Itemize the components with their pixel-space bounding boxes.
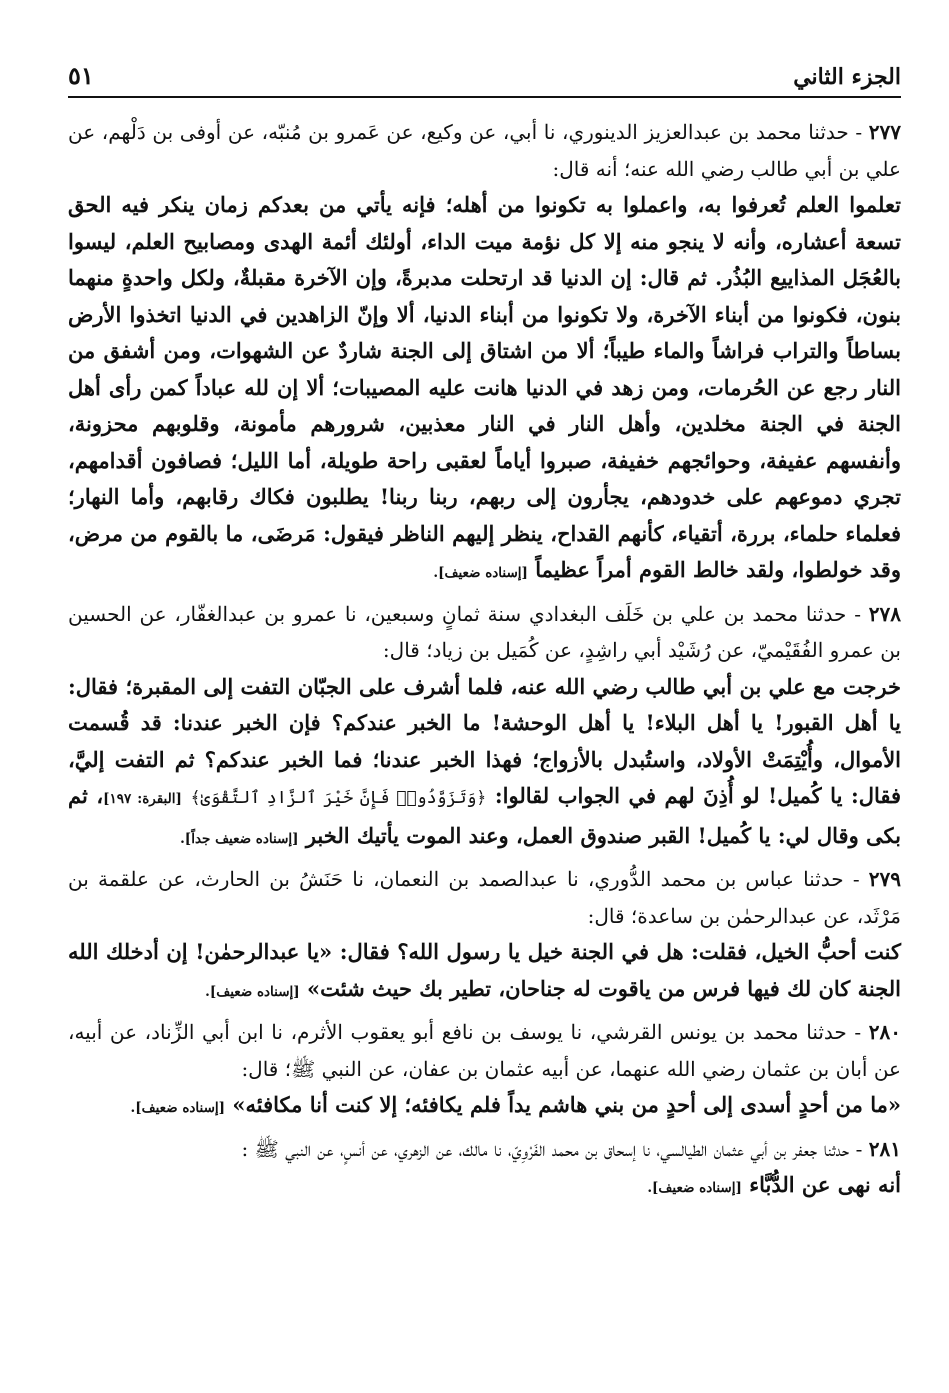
- matn-text: أنه نهى عن الدُّبَّاء: [749, 1172, 901, 1197]
- hadith-isnad: ٢٧٧ - حدثنا محمد بن عبدالعزيز الدينوري، نا أبي، عن وكيع، عن عَمرو بن مُنبّه، عن أوفى بن دَلْهم، عن علي بن أبي طالب رضي الله عنه؛ أنه قال:: [68, 120, 901, 181]
- grade-note: [إسناده ضعيف].: [433, 565, 528, 581]
- page-number: ٥١: [68, 61, 94, 90]
- grade-note: [إسناده ضعيف].: [130, 1100, 226, 1116]
- hadith-278: [68, 596, 901, 858]
- matn-text: خرجت مع علي بن أبي طالب رضي الله عنه، فلما أشرف على الجبّان التفت إلى المقبرة؛ فقال: يا أهل القبور! يا أهل البلاء! يا أهل الوحشة! ما الخبر عندكم؟ فإن الخبر عندنا: قد قُسمت الأموال، وأُيْتِمَتْ الأولاد، واستُبدل بالأزواج؛ فهذا الخبر عندنا؛ فما الخبر عندكم؟ ثم التفت إليَّ، فقال: يا كُميل! لو أُذِنَ لهم في الجواب لقالوا:: [68, 673, 902, 808]
- hadith-280: [68, 1014, 901, 1127]
- hadith-matn: [68, 1167, 901, 1207]
- grade-note: [إسناده ضعيف جداً].: [180, 830, 299, 847]
- running-title: الجزء الثاني: [793, 64, 901, 90]
- isnad-text: حدثنا عباس بن محمد الدُّوري، نا عبدالصمد بن النعمان، نا حَنَشُ بن الحارث، عن علقمة بن مَرْثَد، عن عبدالرحمٰن بن ساعدة؛ قال:: [68, 867, 901, 928]
- hadith-isnad: ٢٧٨ - حدثنا محمد بن علي بن خَلَف البغدادي سنة ثمانٍ وسبعين، نا عمرو بن عبدالغفّار، عن الحسين بن عمرو الفُقَيْميّ، عن رُشَيْد أبي راشِدٍ، عن كُمَيل بن زياد؛ قال:: [68, 601, 901, 662]
- hadith-number: ٢٨٠: [868, 1020, 901, 1044]
- hadith-isnad: ٢٨٠ - حدثنا محمد بن يونس القرشي، نا يوسف بن نافع أبو يعقوب الأثرم، نا ابن أبي الزِّناد، عن أبيه، عن أبان بن عثمان رضي الله عنهما، عن أبيه عثمان بن عفان، عن النبي ﷺ؛ قال:: [68, 1020, 901, 1081]
- hadith-number: ٢٨١: [868, 1136, 901, 1161]
- grade-note: [إسناده ضعيف].: [205, 983, 300, 1000]
- isnad-text: حدثنا محمد بن عبدالعزيز الدينوري، نا أبي، عن وكيع، عن عَمرو بن مُنبّه، عن أوفى بن دَلْهم، عن علي بن أبي طالب رضي الله عنه؛ أنه قال:: [68, 120, 901, 181]
- page-header: [68, 50, 901, 98]
- matn-text: كنت أحبُّ الخيل، فقلت: هل في الجنة خيل يا رسول الله؟ فقال: «يا عبدالرحمٰن! إن أدخلك الله الجنة كان لك فيها فرس من ياقوت له جناحان، تطير بك حيث شئت»: [68, 939, 901, 1001]
- hadith-matn: [68, 187, 901, 592]
- hadith-number: ٢٧٨: [868, 601, 901, 626]
- hadith-279: [68, 861, 901, 1010]
- hadith-number: ٢٧٩: [868, 867, 901, 891]
- quran-reference: [البقرة: ١٩٧]: [103, 791, 182, 807]
- hadith-matn: [68, 1087, 901, 1127]
- hadith-matn: [68, 934, 901, 1010]
- hadith-isnad: ٢٧٩ - حدثنا عباس بن محمد الدُّوري، نا عبدالصمد بن النعمان، نا حَنَشُ بن الحارث، عن علقمة بن مَرْثَد، عن عبدالرحمٰن بن ساعدة؛ قال:: [68, 867, 901, 928]
- matn-text: «ما من أحدٍ أسدى إلى أحدٍ من بني هاشم يداً فلم يكافئه؛ إلا كنت أنا مكافئه»: [232, 1092, 901, 1117]
- hadith-number: ٢٧٧: [868, 120, 901, 144]
- quran-verse: ﴿وَتَزَوَّدُوا۟ فَإِنَّ خَيْرَ ٱلزَّادِ ٱلتَّقْوَىٰ﴾: [190, 788, 487, 808]
- hadith-matn: [68, 669, 901, 858]
- hadith-281: [68, 1131, 901, 1207]
- matn-text: تعلموا العلم تُعرفوا به، واعملوا به تكونوا من أهله؛ فإنه يأتي من بعدكم زمان ينكر فيه الحق تسعة أعشاره، وأنه لا ينجو منه إلا كل نؤمة ميت الداء، أولئك أئمة الهدى ومصابيح العلم، ليسوا بالعُجَل المذاييع البُذُر. ثم قال: إن الدنيا قد ارتحلت مدبرةً، وإن الآخرة مقبلةٌ، ولكل واحدةٍ منهما بنون، فكونوا من أبناء الآخرة، ولا تكونوا من أبناء الدنيا، ألا وإنّ الزاهدين في الدنيا اتخذوا الأرض بساطاً والتراب فراشاً والماء طيباً؛ ألا من اشتاق إلى الجنة شاردٌ عن الشهوات، ومن أشفق من النار رجع عن الحُرمات، ومن زهد في الدنيا هانت عليه المصيبات؛ ألا إن لله عباداً كمن رأى أهل الجنة في الجنة مخلدين، وأهل النار في النار معذبين، شرورهم مأمونة، وقلوبهم محزونة، وأنفسهم عفيفة، وحوائجهم خفيفة، صبروا أياماً لعقبى راحة طويلة، أما الليل؛ فصافون أقدامهم، تجري دموعهم على خدودهم، يجأرون إلى ربهم، ربنا ربنا! يطلبون فكاك رقابهم، وأما النهار؛ فعلماء حلماء، بررة، أتقياء، كأنهم القداح، ينظر إليهم الناظر فيقول: مَرضَى، ما بالقوم من مرض، وقد خولطوا، ولقد خالط القوم أمراً عظيماً: [68, 192, 901, 582]
- isnad-text: حدثنا محمد بن يونس القرشي، نا يوسف بن نافع أبو يعقوب الأثرم، نا ابن أبي الزِّناد، عن أبيه، عن أبان بن عثمان رضي الله عنهما، عن أبيه عثمان بن عفان، عن النبي ﷺ؛ قال:: [68, 1020, 901, 1081]
- grade-note: [إسناده ضعيف].: [647, 1180, 742, 1196]
- hadith-277: [68, 114, 901, 592]
- page-body: [68, 114, 901, 1207]
- matn-text-after: ، ثم بكى وقال لي: يا كُميل! القبر صندوق العمل، وعند الموت يأتيك الخبر: [68, 783, 901, 848]
- isnad-text: حدثنا محمد بن علي بن خَلَف البغدادي سنة ثمانٍ وسبعين، نا عمرو بن عبدالغفّار، عن الحسين بن عمرو الفُقَيْميّ، عن رُشَيْد أبي راشِدٍ، عن كُمَيل بن زياد؛ قال:: [68, 601, 901, 662]
- hadith-isnad: ٢٨١ - حدثنا جعفر بن أبي عثمان الطيالسي، نا إسحاق بن محمد الفَرْوِيّ، نا مالك، عن الزهري، عن أنسٍ، عن النبي ﷺ :: [241, 1136, 901, 1161]
- isnad-text: حدثنا جعفر بن أبي عثمان الطيالسي، نا إسحاق بن محمد الفَرْوِيّ، نا مالك، عن الزهري، عن أنسٍ، عن النبي ﷺ :: [241, 1136, 850, 1161]
